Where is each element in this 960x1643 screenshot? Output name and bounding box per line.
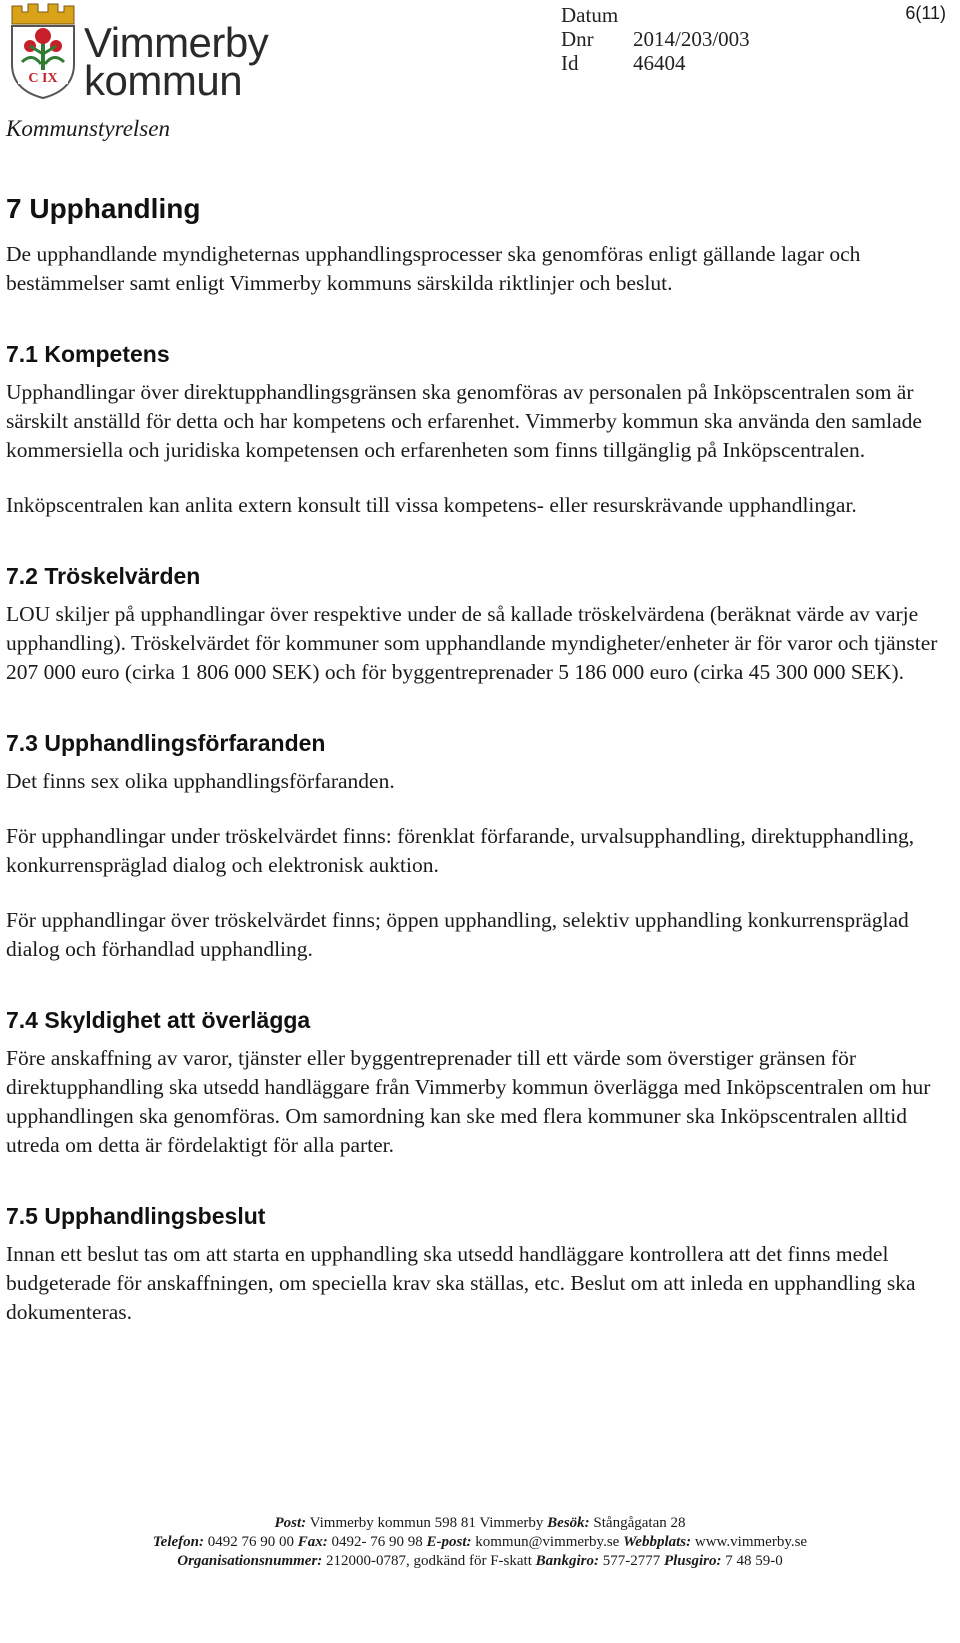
telefon-value: 0492 76 90 00 <box>207 1534 294 1550</box>
footer-line-3 <box>0 1552 960 1571</box>
section-7-4-title: 7.4 Skyldighet att överlägga <box>6 1007 311 1033</box>
telefon-label: Telefon: <box>152 1534 204 1550</box>
bankgiro-label: Bankgiro: <box>535 1553 599 1569</box>
section-7-paragraph: De upphandlande myndigheternas upphandlingsprocesser ska genomföras enligt gällande lagar och bestämmelser samt enligt Vimmerby kommuns särskilda riktlinjer och beslut. <box>6 242 861 295</box>
besok-label: Besök: <box>547 1515 590 1531</box>
epost-label: E-post: <box>426 1534 472 1550</box>
plusgiro-label: Plusgiro: <box>663 1553 722 1569</box>
section-7-1-paragraph-1: Upphandlingar över direktupphandlingsgränsen ska genomföras av personalen på Inköpscentralen som är särskilt anställd för detta och har kompetens och erfarenhet. Vimmerby kommun ska använda den samlade kommersiella och juridiska kompetensen och erfarenheten som finns tillgänglig på Inköpscentralen. <box>6 380 922 462</box>
dnr-value: 2014/203/003 <box>633 27 750 51</box>
org-value: 212000-0787, godkänd för F-skatt <box>326 1553 532 1569</box>
post-label: Post: <box>274 1515 307 1531</box>
section-7-2-paragraph: LOU skiljer på upphandlingar över respektive under de så kallade tröskelvärdena (beräknat värde av varje upphandling). Tröskelvärdet för kommuner som upphandlande myndigheter/enheter är för varor och tjänster 207 000 euro (cirka 1 806 000 SEK) och för byggentreprenader 5 186 000 euro (cirka 45 300 000 SEK). <box>6 602 938 684</box>
seal-text: C IX <box>28 71 58 86</box>
datum-label: Datum <box>561 3 619 27</box>
section-7-5-title: 7.5 Upphandlingsbeslut <box>6 1203 266 1229</box>
section-7-1-title: 7.1 Kompetens <box>6 341 170 367</box>
footer-line-1 <box>0 1514 960 1533</box>
besok-value: Stångågatan 28 <box>593 1515 686 1531</box>
webb-link[interactable]: www.vimmerby.se <box>694 1534 808 1550</box>
dnr-label: Dnr <box>561 27 594 51</box>
bankgiro-value: 577-2777 <box>602 1553 661 1569</box>
datum-row <box>561 3 633 28</box>
footer-line-2 <box>0 1533 960 1552</box>
epost-link[interactable]: kommun@vimmerby.se <box>475 1534 620 1550</box>
section-7-3-paragraph-3: För upphandlingar över tröskelvärdet finns; öppen upphandling, selektiv upphandling konkurrenspräglad dialog och förhandlad upphandling. <box>6 908 909 961</box>
fax-label: Fax: <box>297 1534 328 1550</box>
section-7-3-paragraph-1: Det finns sex olika upphandlingsförfaranden. <box>6 769 395 793</box>
document-body <box>6 192 946 1327</box>
logo-wordmark-line2: kommun <box>84 57 243 104</box>
department-name: Kommunstyrelsen <box>6 116 170 141</box>
section-7-title: 7 Upphandling <box>6 193 201 224</box>
id-value: 46404 <box>633 51 686 75</box>
post-value: Vimmerby kommun 598 81 Vimmerby <box>309 1515 544 1531</box>
page-number: 6(11) <box>905 3 946 23</box>
fax-value: 0492- 76 90 98 <box>331 1534 423 1550</box>
section-7-3-title: 7.3 Upphandlingsförfaranden <box>6 730 326 756</box>
section-7-1-paragraph-2: Inköpscentralen kan anlita extern konsult till vissa kompetens- eller resurskrävande upphandlingar. <box>6 493 857 517</box>
dnr-row <box>561 27 750 52</box>
webb-label: Webbplats: <box>623 1534 692 1550</box>
page-footer <box>0 1514 960 1571</box>
section-7-5-paragraph: Innan ett beslut tas om att starta en upphandling ska utsedd handläggare kontrollera att det finns medel budgeterade för anskaffningen, om speciella krav ska ställas, etc. Beslut om att inleda en upphandling ska dokumenteras. <box>6 1242 916 1324</box>
section-7-2-title: 7.2 Tröskelvärden <box>6 563 201 589</box>
id-row <box>561 51 686 76</box>
org-label: Organisationsnummer: <box>177 1553 323 1569</box>
plusgiro-value: 7 48 59-0 <box>725 1553 783 1569</box>
id-label: Id <box>561 51 579 75</box>
section-7-3-paragraph-2: För upphandlingar under tröskelvärdet finns: förenklat förfarande, urvalsupphandling, direktupphandling, konkurrenspräglad dialog och elektronisk auktion. <box>6 824 915 877</box>
logo-wordmark-line1: Vimmerby <box>84 19 269 66</box>
vimmerby-coat-of-arms-icon <box>8 2 78 100</box>
section-7-4-paragraph: Före anskaffning av varor, tjänster eller byggentreprenader till ett värde som överstiger gränsen för direktupphandling ska utsedd handläggare från Vimmerby kommun överlägga med Inköpscentralen om hur upphandlingen ska genomföras. Om samordning kan ske med flera kommuner ska Inköpscentralen alltid utreda om detta är fördelaktigt för alla parter. <box>6 1046 931 1157</box>
